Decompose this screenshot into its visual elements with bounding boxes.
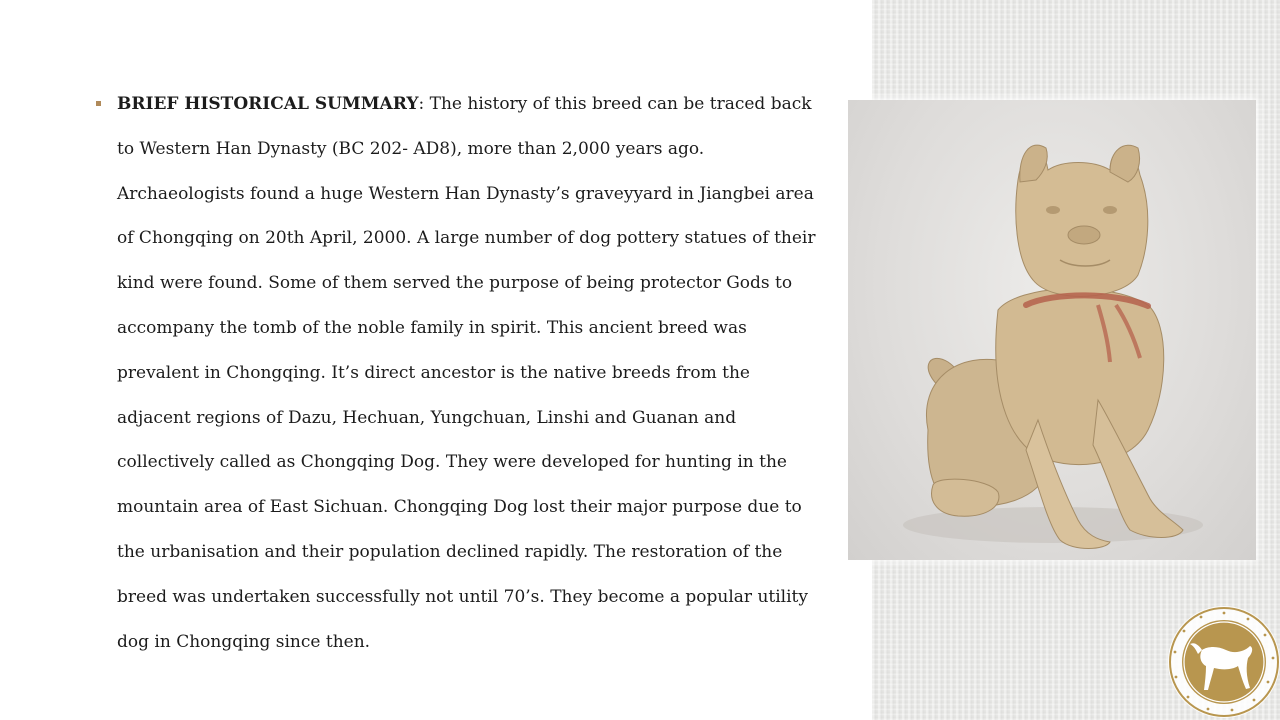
summary-line: the urbanisation and their population declined rapidly. The restoration of the [117, 541, 783, 562]
summary-line: to Western Han Dynasty (BC 202- AD8), more than 2,000 years ago. [117, 138, 705, 159]
summary-line: accompany the tomb of the noble family in spirit. This ancient breed was [117, 317, 747, 338]
summary-separator: : [418, 94, 425, 114]
pottery-dog-photo [848, 100, 1256, 560]
summary-line: of Chongqing on 20th April, 2000. A large number of dog pottery statues of their [117, 228, 816, 249]
summary-line: breed was undertaken successfully not until 70’s. They become a popular utility [117, 586, 808, 607]
summary-paragraph [117, 82, 826, 664]
summary-line: mountain area of East Sichuan. Chongqing Dog lost their major purpose due to [117, 497, 802, 518]
summary-line: collectively called as Chongqing Dog. They were developed for hunting in the [117, 452, 787, 473]
summary-text-block [96, 82, 826, 664]
summary-line: adjacent regions of Dazu, Hechuan, Yungchuan, Linshi and Guanan and [117, 407, 737, 428]
summary-line: The history of this breed can be traced back [424, 94, 812, 114]
bullet-icon [96, 101, 101, 106]
summary-line: prevalent in Chongqing. It’s direct ancestor is the native breeds from the [117, 362, 750, 383]
summary-line: Archaeologists found a huge Western Han Dynasty’s graveyyard in Jiangbei area [117, 183, 814, 204]
greyhound-emblem-logo-icon [1162, 602, 1280, 720]
summary-label: BRIEF HISTORICAL SUMMARY [117, 94, 419, 114]
club-logo [1162, 602, 1280, 720]
pottery-dog-statue-icon [848, 100, 1256, 560]
summary-line: kind were found. Some of them served the purpose of being protector Gods to [117, 273, 793, 294]
summary-line: dog in Chongqing since then. [117, 631, 371, 652]
